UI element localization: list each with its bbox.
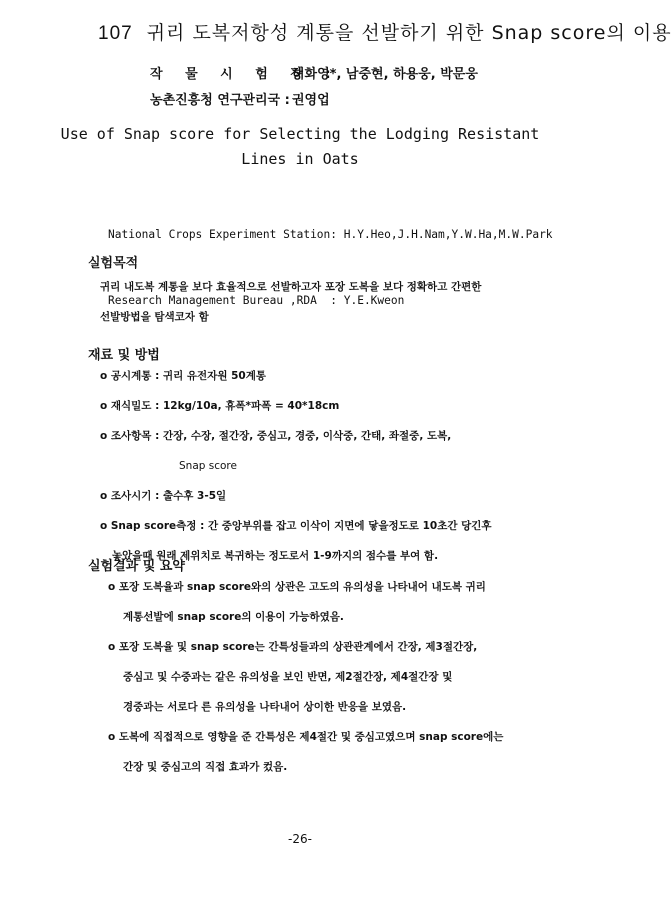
results-body: [108, 572, 503, 782]
method-line: 놓았을때 원래 제위치로 복귀하는 정도로서 1-9까지의 점수를 부여 함.: [112, 550, 439, 562]
result-line: 간장 및 중심고의 직접 효과가 컸음.: [123, 761, 288, 773]
title-text: 귀리 도복저항성 계통을 선발하기 위한 Snap score의 이용: [146, 22, 672, 44]
result-line: 경중과는 서로다 른 유의성을 나타내어 상이한 반응을 보였음.: [123, 701, 407, 713]
result-line: 중심고 및 수중과는 같은 유의성을 보인 반면, 제2절간장, 제4절간장 및: [123, 671, 453, 683]
result-line: o 포장 도복율과 snap score와의 상관은 고도의 유의성을 나타내어 내도복 귀리: [108, 581, 486, 593]
researchers-row: [150, 62, 478, 88]
bureau-names: 권영업: [292, 93, 330, 108]
objective-body: [100, 272, 481, 332]
objective-heading: 실험목적: [88, 256, 139, 271]
page-number: -26-: [288, 832, 312, 846]
method-line: o 재식밀도 : 12kg/10a, 휴폭*파폭 = 40*18cm: [100, 400, 340, 412]
result-line: 계통선발에 snap score의 이용이 가능하였음.: [123, 611, 344, 623]
bureau-row: [150, 88, 478, 114]
result-line: o 포장 도복율 및 snap score는 간특성들과의 상관관계에서 간장, 제3절간장,: [108, 641, 478, 653]
bureau-label: 농촌진흥청 연구관리국 :: [150, 93, 290, 108]
document-title: [98, 18, 672, 45]
researchers-names: 허화영*, 남중현, 하용웅, 박문웅: [292, 67, 478, 82]
affiliation-line: National Crops Experiment Station: H.Y.Heo,J.H.Nam,Y.W.Ha,M.W.Park: [108, 228, 553, 241]
text-line: 선발방법을 탐색코자 함: [100, 311, 209, 323]
method-line: o 공시계통 : 귀리 유전자원 50계통: [100, 370, 267, 382]
korean-authors: [150, 62, 478, 114]
result-line: o 도복에 직접적으로 영향을 준 간특성은 제4절간 및 중심고였으며 snap score에는: [108, 731, 504, 743]
english-title-line: Use of Snap score for Selecting the Lodging Resistant: [60, 125, 540, 143]
method-line: Snap score: [179, 460, 237, 472]
methods-heading: 재료 및 방법: [88, 348, 160, 363]
text-line: 귀리 내도복 계통을 보다 효율적으로 선발하고자 포장 도복을 보다 정확하고 간편한: [100, 281, 482, 293]
method-line: o 조사시기 : 출수후 3-5일: [100, 490, 227, 502]
affiliation-line: Research Management Bureau ,RDA : Y.E.Kweon: [108, 294, 405, 307]
researchers-label: 작 물 시 험 장 :: [150, 67, 340, 82]
english-title-line: Lines in Oats: [241, 150, 359, 168]
english-title: [0, 122, 600, 172]
method-line: o Snap score측정 : 간 중앙부위를 잡고 이삭이 지면에 닿을정도로 10초간 당긴후: [100, 520, 492, 532]
results-heading: 실험결과 및 요약: [88, 559, 185, 574]
method-line: o 조사항목 : 간장, 수장, 절간장, 중심고, 경중, 이삭중, 간태, 좌절중, 도복,: [100, 430, 452, 442]
section-number: 107: [98, 23, 133, 44]
methods-body: [100, 361, 492, 571]
